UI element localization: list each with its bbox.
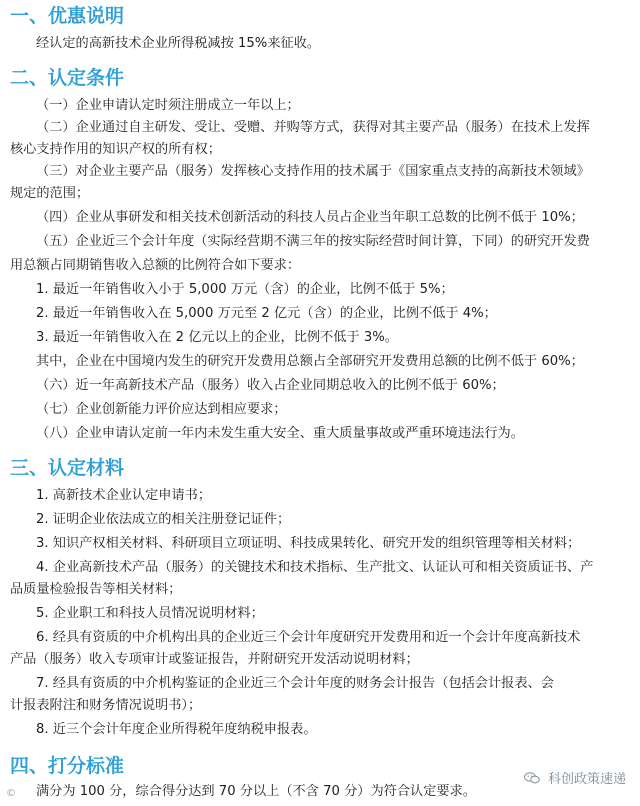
- body-line: 其中，企业在中国境内发生的研究开发费用总额占全部研究开发费用总额的比例不低于 60%；: [36, 354, 584, 369]
- section-heading-preferential: 一、优惠说明: [10, 5, 125, 27]
- body-line: （一）企业申请认定时须注册成立一年以上；: [36, 98, 300, 113]
- body-line: 3. 最近一年销售收入在 2 亿元以上的企业，比例不低于 3%。: [36, 330, 398, 345]
- body-line: 1. 高新技术企业认定申请书；: [36, 488, 212, 503]
- corner-mark: ©: [6, 788, 16, 799]
- body-line: （七）企业创新能力评价应达到相应要求；: [36, 402, 287, 417]
- body-line: 8. 近三个会计年度企业所得税年度纳税申报表。: [36, 722, 317, 737]
- body-line: （四）企业从事研发和相关技术创新活动的科技人员占企业当年职工总数的比例不低于 10%；: [36, 210, 584, 225]
- section-heading-scoring: 四、打分标准: [10, 755, 125, 777]
- body-line: 7. 经具有资质的中介机构鉴证的企业近三个会计年度的财务会计报告（包括会计报表、会: [36, 676, 554, 691]
- body-line: 核心支持作用的知识产权的所有权；: [10, 142, 221, 157]
- wechat-icon: [524, 772, 540, 784]
- body-line: 经认定的高新技术企业所得税减按 15%来征收。: [36, 36, 321, 51]
- body-line: （五）企业近三个会计年度（实际经营期不满三年的按实际经营时间计算，下同）的研究开发费: [36, 234, 590, 249]
- body-line: （六）近一年高新技术产品（服务）收入占企业同期总收入的比例不低于 60%；: [36, 378, 505, 393]
- watermark: [524, 768, 626, 787]
- body-line: 5. 企业职工和科技人员情况说明材料；: [36, 606, 264, 621]
- body-line: 3. 知识产权相关材料、科研项目立项证明、科技成果转化、研究开发的组织管理等相关材料；: [36, 536, 581, 551]
- body-line: 4. 企业高新技术产品（服务）的关键技术和技术指标、生产批文、认证认可和相关资质证书、产: [36, 560, 594, 575]
- body-line: 品质量检验报告等相关材料；: [10, 582, 182, 597]
- section-heading-conditions: 二、认定条件: [10, 67, 125, 89]
- body-line: 规定的范围；: [10, 186, 90, 201]
- body-line: （二）企业通过自主研发、受让、受赠、并购等方式，获得对其主要产品（服务）在技术上发挥: [36, 120, 590, 135]
- body-line: 6. 经具有资质的中介机构出具的企业近三个会计年度研究开发费用和近一个会计年度高新技术: [36, 630, 581, 645]
- body-line: 1. 最近一年销售收入小于 5,000 万元（含）的企业，比例不低于 5%；: [36, 282, 454, 297]
- body-line: （三）对企业主要产品（服务）发挥核心支持作用的技术属于《国家重点支持的高新技术领域》: [36, 164, 590, 179]
- body-line: 2. 证明企业依法成立的相关注册登记证件；: [36, 512, 291, 527]
- body-line: 满分为 100 分，综合得分达到 70 分以上（不含 70 分）为符合认定要求。: [36, 784, 476, 799]
- body-line: 产品（服务）收入专项审计或鉴证报告，并附研究开发活动说明材料；: [10, 652, 419, 667]
- body-line: 2. 最近一年销售收入在 5,000 万元至 2 亿元（含）的企业，比例不低于 4%；: [36, 306, 497, 321]
- body-line: （八）企业申请认定前一年内未发生重大安全、重大质量事故或严重环境违法行为。: [36, 426, 524, 441]
- watermark-text: 科创政策速递: [547, 772, 626, 787]
- section-heading-materials: 三、认定材料: [10, 457, 125, 479]
- body-line: 用总额占同期销售收入总额的比例符合如下要求：: [10, 258, 301, 273]
- body-line: 计报表附注和财务情况说明书）；: [10, 698, 202, 713]
